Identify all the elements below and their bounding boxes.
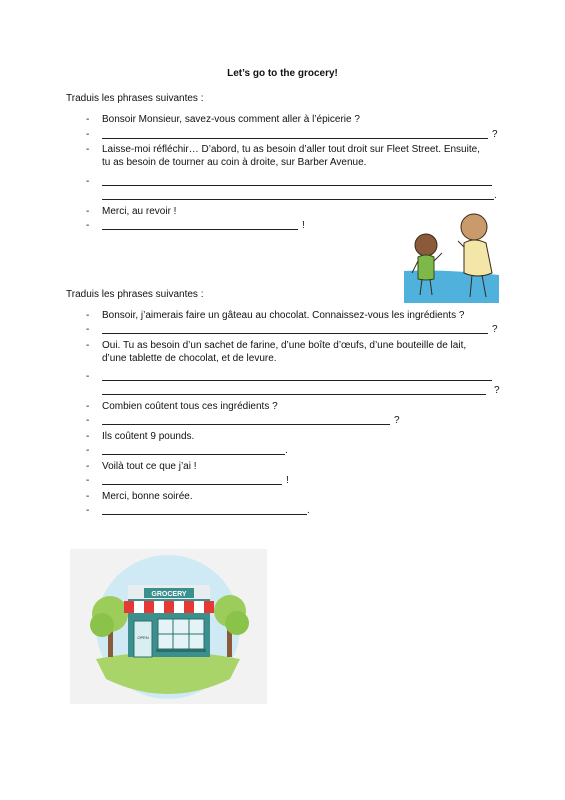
s1-line-6: - ! (86, 220, 305, 231)
answer-blank[interactable] (102, 514, 307, 515)
instruction-2: Traduis les phrases suivantes : (66, 289, 204, 300)
answer-blank[interactable] (102, 333, 488, 334)
answer-blank-continued[interactable] (102, 394, 486, 395)
s2-line-3b: d’une tablette de chocolat, et de levure. (102, 353, 277, 364)
instruction-1: Traduis les phrases suivantes : (66, 93, 204, 104)
awning (124, 601, 214, 613)
people-illustration (404, 209, 499, 303)
s2-line-12: - . (86, 505, 310, 516)
open-sign: OPEN (137, 635, 149, 640)
grocery-sign: GROCERY (151, 591, 187, 598)
s2-line-6: - ? (86, 415, 400, 426)
answer-blank[interactable] (102, 185, 492, 186)
s2-line-8: - . (86, 445, 288, 456)
answer-blank[interactable] (102, 484, 282, 485)
s2-line-4-punct: ? (494, 385, 500, 396)
s1-line-3b: tu as besoin de tourner au coin à droite, sur Barber Avenue. (102, 157, 367, 168)
page-title: Let’s go to the grocery! (227, 68, 338, 79)
s1-line-2: - ? (86, 129, 498, 140)
s2-line-4: - (86, 370, 506, 384)
grocery-store-illustration (70, 549, 267, 704)
s2-line-10: - ! (86, 475, 289, 486)
s2-line-2: - ? (86, 324, 498, 335)
answer-blank[interactable] (102, 380, 492, 381)
answer-blank[interactable] (102, 424, 390, 425)
answer-blank-continued[interactable] (102, 199, 494, 200)
answer-blank[interactable] (102, 138, 488, 139)
answer-blank[interactable] (102, 454, 285, 455)
s1-line-4: - (86, 175, 506, 189)
s1-line-4-punct: . (494, 190, 497, 201)
answer-blank[interactable] (102, 229, 298, 230)
